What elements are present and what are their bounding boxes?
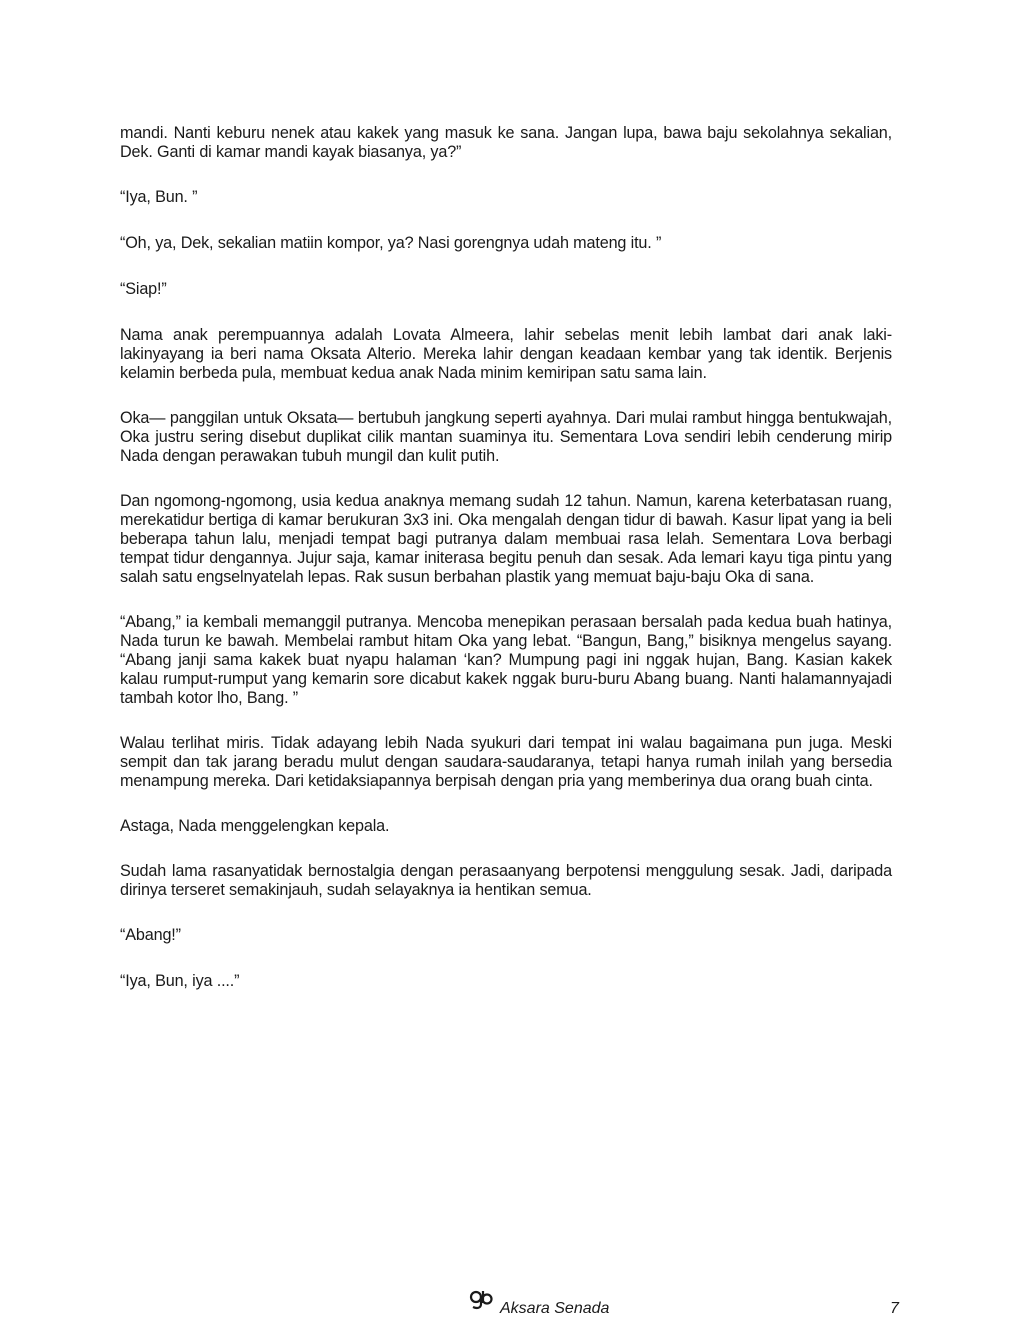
page-number: 7 — [890, 1300, 899, 1317]
publisher-name: Aksara Senada — [500, 1300, 610, 1317]
paragraph-5: Nama anak perempuannya adalah Lovata Almeera, lahir sebelas menit lebih lambat dari anak laki-lakinyayang ia beri nama Oksata Alterio. Mereka lahir dengan keadaan kembar yang tak identik. Berjenis kelamin berbeda pula, membuat kedua anak Nada minim kemiripan satu sama lain. — [120, 326, 892, 382]
paragraph-3: “Oh, ya, Dek, sekalian matiin kompor, ya? Nasi gorengnya udah mateng itu. ” — [120, 234, 662, 252]
paragraph-12: “Abang!” — [120, 926, 181, 944]
paragraph-9: Walau terlihat miris. Tidak adayang lebih Nada syukuri dari tempat ini walau bagaimana pun juga. Meski sempit dan tak jarang beradu mulut dengan saudara-saudaranya, tetapi hanya rumah inilah yang bersedia menampung mereka. Dari ketidaksiapannya berpisah dengan pria yang memberinya dua orang buah cinta. — [120, 734, 892, 790]
gb-logo-icon — [469, 1290, 493, 1310]
paragraph-2: “Iya, Bun. ” — [120, 188, 198, 206]
paragraph-4: “Siap!” — [120, 280, 167, 298]
paragraph-6: Oka— panggilan untuk Oksata— bertubuh jangkung seperti ayahnya. Dari mulai rambut hingga bentukwajah, Oka justru sering disebut duplikat cilik mantan suaminya itu. Sementara Lova sendiri lebih cenderung mirip Nada dengan perawakan tubuh mungil dan kulit putih. — [120, 409, 892, 465]
paragraph-13: “Iya, Bun, iya ....” — [120, 972, 240, 990]
page-footer — [0, 1288, 1020, 1318]
paragraph-7: Dan ngomong-ngomong, usia kedua anaknya memang sudah 12 tahun. Namun, karena keterbatasan ruang, merekatidur bertiga di kamar berukuran 3x3 ini. Oka mengalah dengan tidur di bawah. Kasur lipat yang ia beli beberapa tahun lalu, menjadi tempat bagi putranya dalam membuai rasa lelah. Sementara Lova berbagi tempat tidur dengannya. Jujur saja, kamar initerasa begitu penuh dan sesak. Ada lemari kayu tiga pintu yang salah satu engselnyatelah lepas. Rak susun berbahan plastik yang memuat baju-baju Oka di sana. — [120, 492, 892, 586]
paragraph-11: Sudah lama rasanyatidak bernostalgia dengan perasaanyang berpotensi menggulung sesak. Jadi, daripada dirinya terseret semakinjauh, sudah selayaknya ia hentikan semua. — [120, 862, 892, 899]
paragraph-10: Astaga, Nada menggelengkan kepala. — [120, 817, 390, 835]
body-text — [120, 124, 892, 1018]
paragraph-8: “Abang,” ia kembali memanggil putranya. Mencoba menepikan perasaan bersalah pada kedua buah hatinya, Nada turun ke bawah. Membelai rambut hitam Oka yang lebat. “Bangun, Bang,” bisiknya mengelus sayang. “Abang janji sama kakek buat nyapu halaman ‘kan? Mumpung pagi ini nggak hujan, Bang. Kasian kakek kalau rumput-rumput yang kemarin sore dicabut kakek nggak buru-buru Abang buang. Nanti halamannyajadi tambah kotor lho, Bang. ” — [120, 613, 892, 707]
paragraph-1: mandi. Nanti keburu nenek atau kakek yang masuk ke sana. Jangan lupa, bawa baju sekolahnya sekalian, Dek. Ganti di kamar mandi kayak biasanya, ya?” — [120, 124, 892, 161]
